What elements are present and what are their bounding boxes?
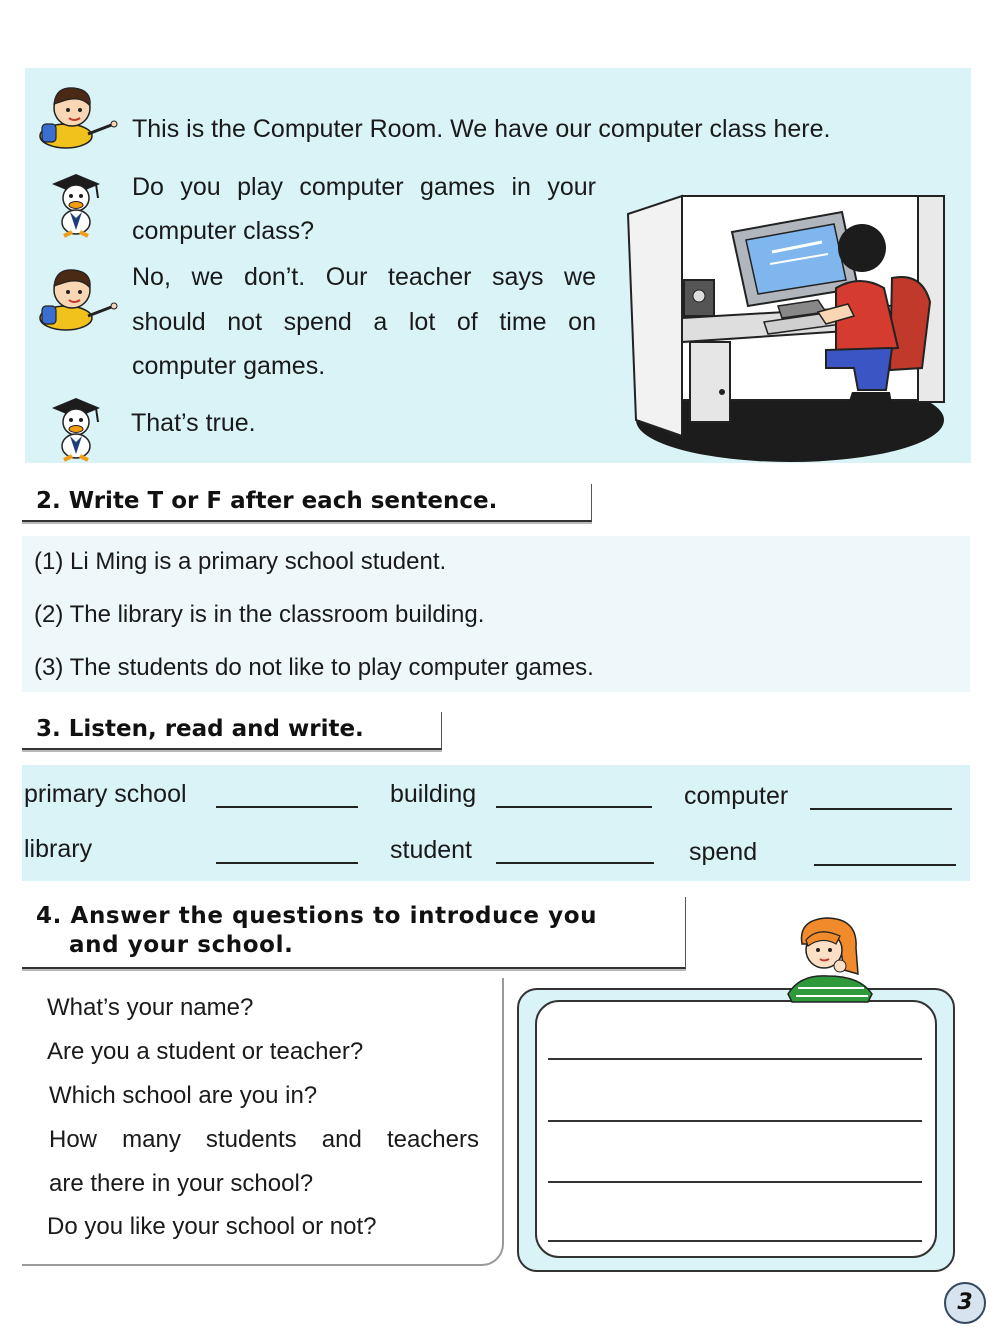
answer-line-3[interactable] (548, 1181, 922, 1183)
question-5: Do you like your school or not? (47, 1213, 377, 1240)
question-4b: are there in your school? (49, 1170, 314, 1197)
dialogue-line-1: This is the Computer Room. We have our computer class here. (132, 115, 831, 143)
vocab-word-3: computer (684, 782, 789, 810)
question-4a: How many students and teachers (49, 1126, 479, 1153)
tf-sentence-1: (1) Li Ming is a primary school student. (34, 548, 447, 575)
duck-graduate-icon (46, 396, 106, 464)
answer-area[interactable] (535, 1000, 937, 1258)
page-number: 3 (944, 1282, 986, 1324)
dialogue-line-2b: computer class? (132, 217, 315, 245)
vocab-word-6: spend (689, 838, 758, 866)
answer-line-1[interactable] (548, 1058, 922, 1060)
boy-speaker-icon (36, 262, 118, 334)
dialogue-line-2a: Do you play computer games in your (132, 173, 596, 201)
dialogue-line-3b: should not spend a lot of time on (132, 308, 596, 336)
vocab-blank-2 (496, 806, 652, 808)
vocab-word-4: library (24, 835, 93, 863)
section-4-heading-line-2: and your school. (69, 932, 294, 958)
computer-room-illustration (622, 192, 952, 464)
tf-sentence-3: (3) The students do not like to play computer games. (34, 654, 594, 681)
section-4-heading-line-1: 4. Answer the questions to introduce you (36, 903, 598, 929)
answer-line-2[interactable] (548, 1120, 922, 1122)
vocab-word-1: primary school (24, 780, 187, 808)
duck-graduate-icon (46, 172, 106, 240)
vocab-blank-4 (216, 862, 358, 864)
vocab-blank-6 (814, 864, 956, 866)
dialogue-line-4: That’s true. (131, 409, 256, 437)
tf-sentence-2: (2) The library is in the classroom building. (34, 601, 485, 628)
vocab-word-5: student (390, 836, 473, 864)
vocab-word-2: building (390, 780, 477, 808)
vocab-blank-3 (810, 808, 952, 810)
question-2: Are you a student or teacher? (47, 1038, 364, 1065)
question-3: Which school are you in? (49, 1082, 318, 1109)
dialogue-line-3a: No, we don’t. Our teacher says we (132, 263, 596, 291)
dialogue-line-3c: computer games. (132, 352, 326, 380)
answer-line-4[interactable] (548, 1240, 922, 1242)
section-4-heading (22, 897, 686, 969)
question-1: What’s your name? (47, 994, 254, 1021)
boy-speaker-icon (36, 80, 118, 152)
section-2-heading: 2. Write T or F after each sentence. (22, 484, 592, 522)
section-3-heading: 3. Listen, read and write. (22, 712, 442, 750)
girl-leaning-icon (784, 914, 876, 1006)
vocab-blank-1 (216, 806, 358, 808)
vocab-blank-5 (496, 862, 654, 864)
